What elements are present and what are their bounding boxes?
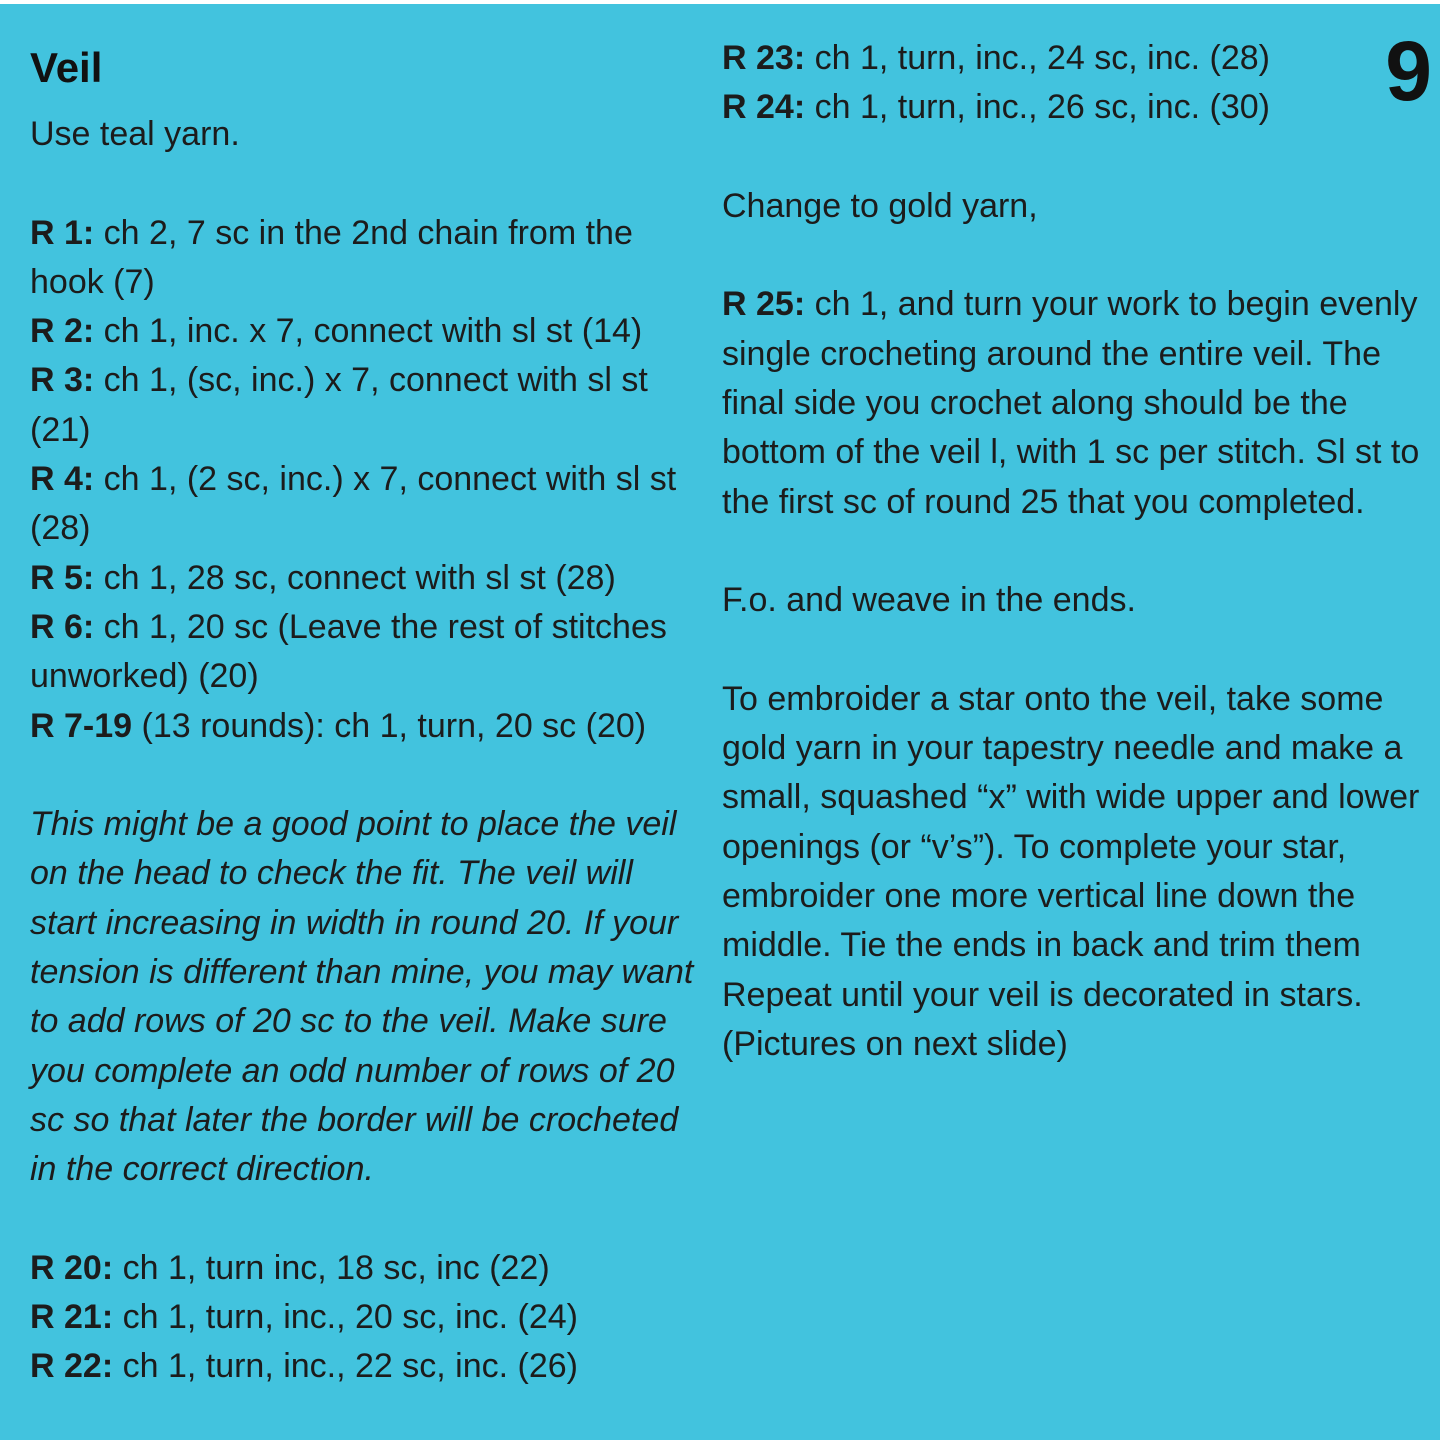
- round-23: [722, 34, 1422, 83]
- round-label: R 25:: [722, 285, 806, 324]
- round-text: ch 1, turn, inc., 24 sc, inc. (28): [805, 39, 1271, 77]
- spacer: [30, 1195, 705, 1244]
- right-column: [722, 34, 1422, 1069]
- embroidery-instruction: To embroider a star onto the veil, take some gold yarn in your tapestry needle and make a small, squashed “x” with wide upper and lower openings (or “v’s”). To complete your star, embroider one more vertical line down the middle. Tie the ends in back and trim them Repeat until your veil is decorated in stars. (Pictures on next slide): [722, 679, 1420, 1063]
- spacer: [722, 527, 1422, 576]
- round-text: ch 1, (sc, inc.) x 7, connect with sl st (21): [30, 361, 648, 449]
- round-2: [30, 307, 705, 356]
- pattern-page: [0, 4, 1440, 1440]
- round-text: (13 rounds): ch 1, turn, 20 sc (20): [132, 706, 647, 745]
- round-label: R 24:: [722, 88, 806, 127]
- round-20: [30, 1244, 705, 1293]
- round-text: ch 1, and turn your work to begin evenly single crocheting around the entire veil. The final side you crochet along should be the bottom of the veil l, with 1 sc per stitch. Sl st to the first sc of round 25 that you completed.: [722, 285, 1420, 521]
- yarn-instruction: Use teal yarn.: [30, 115, 240, 153]
- fit-note: This might be a good point to place the veil on the head to check the fit. The veil will start increasing in width in round 20. If your tension is different than mine, you may want to add rows of 20 sc to the veil. Make sure you complete an odd number of rows of 20 sc so that later the border will be crocheted in the correct direction.: [30, 805, 694, 1189]
- round-label: R 4:: [30, 460, 95, 499]
- spacer: [30, 159, 705, 208]
- left-column: [30, 110, 705, 1392]
- round-text: ch 1, turn inc, 18 sc, inc (22): [113, 1248, 550, 1287]
- round-label: R 21:: [30, 1298, 114, 1337]
- round-6: [30, 603, 705, 702]
- round-text: ch 1, turn, inc., 26 sc, inc. (30): [805, 88, 1271, 127]
- round-label: R 1:: [30, 213, 95, 252]
- round-text: ch 1, turn, inc., 20 sc, inc. (24): [113, 1298, 579, 1337]
- round-25: [722, 280, 1422, 526]
- round-3: [30, 356, 705, 455]
- color-change-instruction: Change to gold yarn,: [722, 186, 1038, 225]
- round-text: ch 2, 7 sc in the 2nd chain from the hook (7): [30, 213, 633, 301]
- round-label: R 3:: [30, 361, 95, 400]
- round-text: ch 1, (2 sc, inc.) x 7, connect with sl st (28): [30, 460, 677, 548]
- round-4: [30, 455, 705, 554]
- round-label: R 22:: [30, 1347, 114, 1386]
- round-label: R 23:: [722, 39, 806, 77]
- round-text: ch 1, 28 sc, connect with sl st (28): [94, 558, 616, 597]
- finish-instruction: F.o. and weave in the ends.: [722, 581, 1136, 620]
- round-24: [722, 83, 1422, 132]
- round-label: R 20:: [30, 1248, 114, 1287]
- spacer: [722, 626, 1422, 675]
- round-label: R 6:: [30, 607, 95, 646]
- round-label: R 5:: [30, 558, 95, 597]
- round-5: [30, 554, 705, 603]
- round-7-19: [30, 702, 705, 751]
- round-label: R 7-19: [30, 706, 133, 745]
- round-text: ch 1, inc. x 7, connect with sl st (14): [94, 312, 643, 351]
- spacer: [30, 751, 705, 800]
- round-1: [30, 209, 705, 308]
- round-label: R 2:: [30, 312, 95, 351]
- round-text: ch 1, turn, inc., 22 sc, inc. (26): [113, 1347, 579, 1386]
- round-21: [30, 1293, 705, 1342]
- round-text: ch 1, 20 sc (Leave the rest of stitches unworked) (20): [30, 607, 667, 696]
- page-number: 9: [1385, 24, 1432, 118]
- page-title: Veil: [30, 44, 103, 91]
- spacer: [722, 133, 1422, 182]
- round-22: [30, 1342, 705, 1391]
- spacer: [722, 231, 1422, 280]
